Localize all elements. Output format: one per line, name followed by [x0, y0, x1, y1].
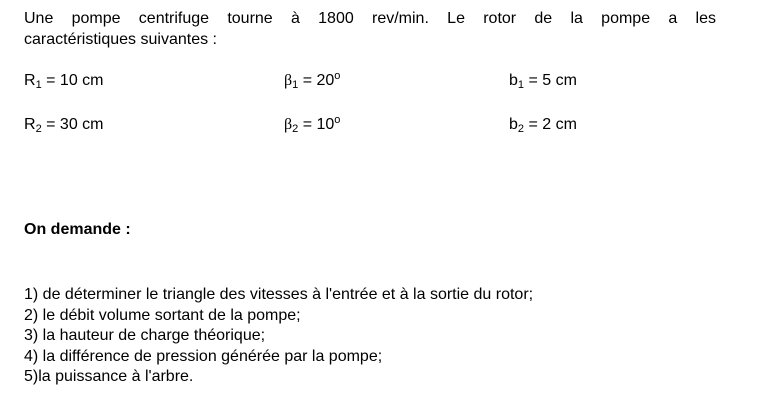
radius-symbol: R [24, 72, 36, 89]
list-item: 5)la puissance à l'arbre. [24, 368, 194, 385]
question-list [24, 285, 533, 388]
list-item: 4) la différence de pression générée par la pompe; [24, 347, 383, 365]
width-symbol: b [509, 116, 518, 133]
degree-symbol: o [334, 70, 341, 82]
width-subscript: 2 [517, 123, 525, 135]
width-symbol: b [509, 72, 518, 89]
parameter-row-outlet [0, 114, 761, 136]
statement-line-2: caractéristiques suivantes : [24, 31, 217, 48]
list-item: 2) le débit volume sortant de la pompe; [24, 306, 301, 324]
radius-subscript: 1 [35, 79, 42, 91]
statement-line-1: Une pompe centrifuge tourne à 1800 rev/min. Le rotor de la pompe a les [24, 10, 716, 27]
parameter-row-inlet [0, 70, 761, 92]
radius-symbol: R [24, 116, 36, 133]
degree-symbol: o [334, 114, 341, 126]
problem-statement [24, 8, 716, 50]
width-value: = 5 cm [524, 72, 577, 89]
beta-symbol: β [284, 72, 293, 89]
width-2 [509, 114, 577, 136]
section-heading: On demande : [24, 221, 131, 238]
width-subscript: 1 [517, 79, 525, 91]
width-value: = 2 cm [524, 116, 577, 133]
list-item: 3) la hauteur de charge théorique; [24, 327, 266, 344]
radius-value: = 10 cm [41, 72, 104, 89]
beta-symbol: β [284, 116, 293, 133]
radius-value: = 30 cm [41, 116, 104, 133]
radius-1 [24, 70, 104, 92]
width-1 [509, 70, 577, 92]
beta-value: = 20 [298, 72, 335, 89]
list-item: 1) de déterminer le triangle des vitesses à l'entrée et à la sortie du rotor; [24, 286, 534, 303]
beta-1 [284, 70, 340, 92]
beta-subscript: 1 [292, 79, 299, 91]
beta-value: = 10 [298, 116, 335, 133]
beta-subscript: 2 [292, 123, 299, 135]
radius-subscript: 2 [35, 123, 42, 135]
beta-2 [284, 114, 340, 136]
radius-2 [24, 114, 104, 136]
